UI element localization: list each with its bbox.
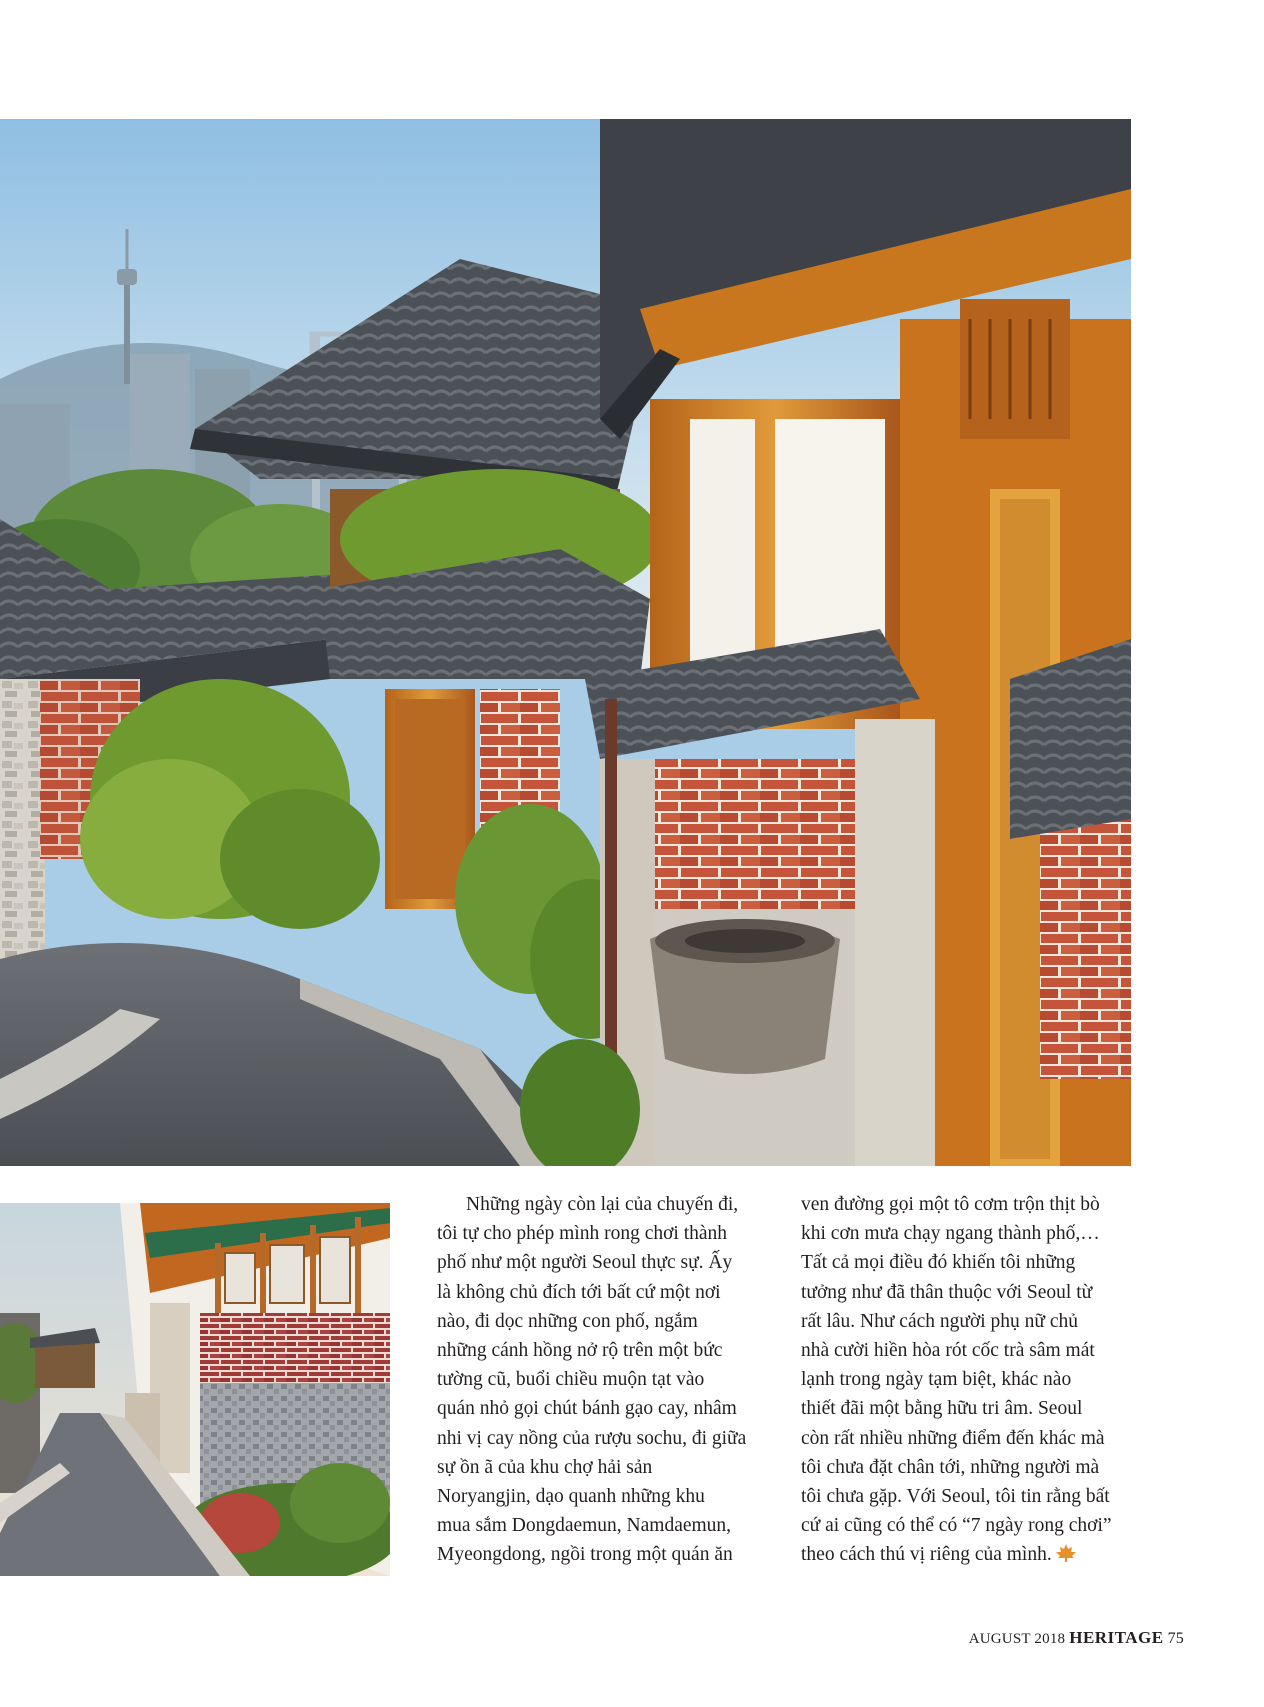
article-line: Noryangjin, dạo quanh những khu	[437, 1485, 705, 1507]
article-line: tôi chưa đặt chân tới, những người mà	[801, 1456, 1100, 1478]
article-line: nào, đi dọc những con phố, ngắm	[437, 1310, 698, 1332]
article-line: là không chủ đích tới bất cứ một nơi	[437, 1281, 721, 1303]
hanok-village-illustration	[0, 119, 1131, 1166]
article-line-last	[801, 1540, 1141, 1569]
article-line: mua sắm Dongdaemun, Namdaemun,	[437, 1515, 732, 1537]
article-line: quán nhỏ gọi chút bánh gạo cay, nhâm	[437, 1398, 737, 1420]
article-line: lạnh trong ngày tạm biệt, khác nào	[801, 1369, 1072, 1391]
article-line: tường cũ, buổi chiều muộn tạt vào	[437, 1369, 705, 1391]
article-line: nhà cười hiền hòa rót cốc trà sâm mát	[801, 1339, 1095, 1361]
article-line: phố như một người Seoul thực sự. Ấy	[437, 1252, 733, 1274]
article-line: cứ ai cũng có thể có “7 ngày rong chơi”	[801, 1515, 1112, 1537]
magazine-name: HERITAGE	[1069, 1628, 1164, 1647]
article-line: nhi vị cay nồng của rượu sochu, đi giữa	[437, 1427, 747, 1449]
maple-leaf-icon	[1055, 1543, 1077, 1572]
article-column-left	[437, 1190, 777, 1569]
issue-date: AUGUST 2018	[968, 1631, 1066, 1647]
page-folio	[969, 1628, 1184, 1648]
article-line: những cánh hồng nở rộ trên một bức	[437, 1339, 723, 1361]
article-line: tôi tự cho phép mình rong chơi thành	[437, 1223, 728, 1245]
alley-street-illustration	[0, 1203, 390, 1576]
article-line: rất lâu. Như cách người phụ nữ chủ	[801, 1310, 1079, 1332]
article-line: Những ngày còn lại của chuyến đi,	[466, 1194, 739, 1215]
article-line: còn rất nhiều những điểm đến khác mà	[801, 1427, 1105, 1449]
hanok-village-photo	[0, 119, 1131, 1166]
article-line: tôi chưa gặp. Với Seoul, tôi tin rằng bất	[801, 1485, 1110, 1507]
article-line: khi cơn mưa chạy ngang thành phố,…	[801, 1223, 1100, 1245]
alley-street-photo	[0, 1203, 390, 1576]
article-line: Tất cả mọi điều đó khiến tôi những	[801, 1252, 1076, 1274]
article-last-text: theo cách thú vị riêng của mình.	[801, 1544, 1052, 1566]
page-number: 75	[1167, 1630, 1184, 1647]
article-column-right	[801, 1190, 1141, 1569]
article-line: ven đường gọi một tô cơm trộn thịt bò	[801, 1194, 1100, 1215]
article-line: thiết đãi một bằng hữu tri âm. Seoul	[801, 1398, 1083, 1420]
article-line: tưởng như đã thân thuộc với Seoul từ	[801, 1281, 1093, 1303]
article-line: Myeongdong, ngồi trong một quán ăn	[437, 1544, 733, 1566]
article-line: sự ồn ã của khu chợ hải sản	[437, 1456, 653, 1478]
